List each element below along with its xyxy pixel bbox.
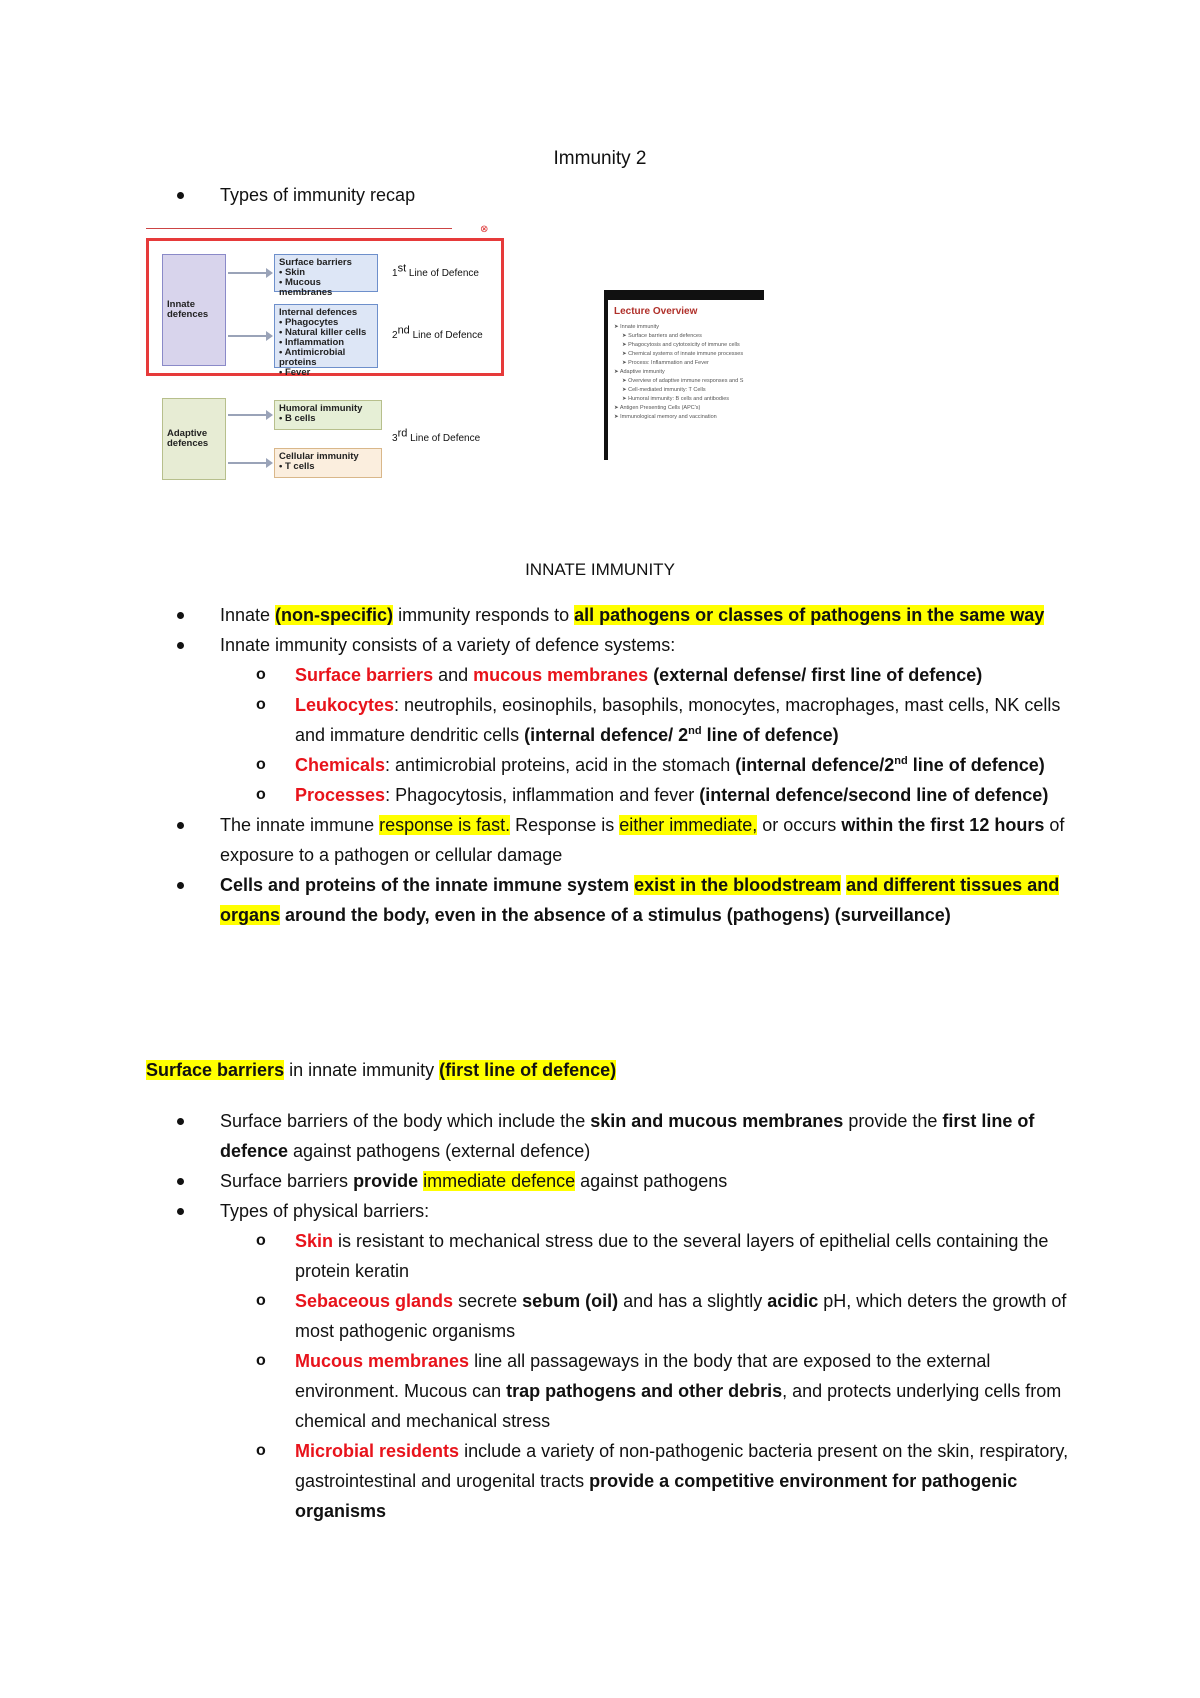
slide-line: ➤ Phagocytosis and cytotoxicity of immune cells [622, 342, 740, 348]
lecture-overview-slide [604, 290, 764, 460]
third-line-label: 3rd Line of Defence [392, 427, 481, 444]
arrow-icon [228, 335, 268, 337]
bullet-icon: o [256, 696, 266, 713]
second-line-label: 2nd Line of Defence [392, 324, 483, 341]
first-line-label: 1st Line of Defence [392, 262, 479, 279]
slide-title: Lecture Overview [614, 306, 698, 317]
bullet-icon: o [256, 1352, 266, 1369]
bullet-icon [177, 192, 184, 199]
slide-line: ➤ Adaptive immunity [614, 369, 665, 375]
surface-list [180, 1106, 1080, 1526]
slide-line: ➤ Process: Inflammation and Fever [622, 360, 709, 366]
innate-list [180, 600, 1080, 930]
divider [146, 228, 452, 229]
bullet-icon [177, 822, 184, 829]
list-item: o Sebaceous glands secrete sebum (oil) and has a slightly acidic pH, which deters the growth of most pathogenic organisms [180, 1286, 1080, 1346]
list-item: o Mucous membranes line all passageways in the body that are exposed to the external environment. Mucous can trap pathogens and other debris, and protects underlying cells from chemical and mechanical stress [180, 1346, 1080, 1436]
list-item: o Skin is resistant to mechanical stress due to the several layers of epithelial cells containing the protein keratin [180, 1226, 1080, 1286]
cellular-immunity-box: Cellular immunity • T cells [274, 448, 382, 478]
slide-line: ➤ Antigen Presenting Cells (APC's) [614, 405, 701, 411]
slide-line: ➤ Surface barriers and defences [622, 333, 702, 339]
slide-line: ➤ Innate immunity [614, 324, 659, 330]
list-item: Types of physical barriers: [180, 1196, 1080, 1226]
arrow-icon [228, 462, 268, 464]
close-icon: ⊗ [480, 224, 489, 235]
list-item: Innate (non-specific) immunity responds to all pathogens or classes of pathogens in the same way [180, 600, 1080, 630]
list-item: The innate immune response is fast. Response is either immediate, or occurs within the first 12 hours of exposure to a pathogen or cellular damage [180, 810, 1080, 870]
bullet-icon: o [256, 786, 266, 803]
bullet-icon: o [256, 1232, 266, 1249]
slide-line: ➤ Chemical systems of innate immune processes [622, 351, 744, 357]
slide-line: ➤ Overview of adaptive immune responses and S [622, 378, 744, 384]
list-item: o Processes: Phagocytosis, inflammation and fever (internal defence/second line of defence) [180, 780, 1080, 810]
arrow-icon [228, 414, 268, 416]
surface-barriers-heading: Surface barriers in innate immunity (first line of defence) [146, 1060, 617, 1080]
bullet-icon: o [256, 666, 266, 683]
bullet-icon: o [256, 1442, 266, 1459]
slide-line: ➤ Humoral immunity: B cells and antibodies [622, 396, 730, 402]
innate-defences-box: Innate defences [162, 254, 226, 366]
list-item: Types of immunity recap [180, 180, 1080, 210]
bullet-icon [177, 612, 184, 619]
bullet-icon: o [256, 756, 266, 773]
list-item: Surface barriers provide immediate defence against pathogens [180, 1166, 1080, 1196]
bullet-icon [177, 1208, 184, 1215]
bullet-icon [177, 642, 184, 649]
page-title: Immunity 2 [553, 148, 647, 169]
adaptive-defences-box: Adaptive defences [162, 398, 226, 480]
bullet-icon [177, 882, 184, 889]
bullet-icon [177, 1118, 184, 1125]
list-item: Cells and proteins of the innate immune system exist in the bloodstream and different tissues and organs around the body, even in the absence of a stimulus (pathogens) (surveillance) [180, 870, 1080, 930]
humoral-immunity-box: Humoral immunity • B cells [274, 400, 382, 430]
list-item: Innate immunity consists of a variety of defence systems: [180, 630, 1080, 660]
arrow-icon [228, 272, 268, 274]
recap-list [180, 180, 1080, 210]
internal-defences-box: Internal defences • Phagocytes • Natural killer cells • Inflammation • Antimicrobial proteins • Fever [274, 304, 378, 368]
immunity-diagram [146, 224, 526, 490]
bullet-icon [177, 1178, 184, 1185]
list-item: o Surface barriers and mucous membranes (external defense/ first line of defence) [180, 660, 1080, 690]
section-heading: INNATE IMMUNITY [525, 560, 675, 579]
list-item: Surface barriers of the body which include the skin and mucous membranes provide the first line of defence against pathogens (external defence) [180, 1106, 1080, 1166]
list-item: o Chemicals: antimicrobial proteins, acid in the stomach (internal defence/2nd line of defence) [180, 750, 1080, 780]
slide-line: ➤ Cell-mediated immunity: T Cells [622, 387, 706, 393]
list-item: o Microbial residents include a variety of non-pathogenic bacteria present on the skin, respiratory, gastrointestinal and urogenital tracts provide a competitive environment for pathogenic organisms [180, 1436, 1080, 1526]
slide-line: ➤ Immunological memory and vaccination [614, 414, 717, 420]
bullet-icon: o [256, 1292, 266, 1309]
surface-barriers-box: Surface barriers • Skin • Mucous membranes [274, 254, 378, 292]
list-item: o Leukocytes: neutrophils, eosinophils, basophils, monocytes, macrophages, mast cells, NK cells and immature dendritic cells (internal defence/ 2nd line of defence) [180, 690, 1080, 750]
